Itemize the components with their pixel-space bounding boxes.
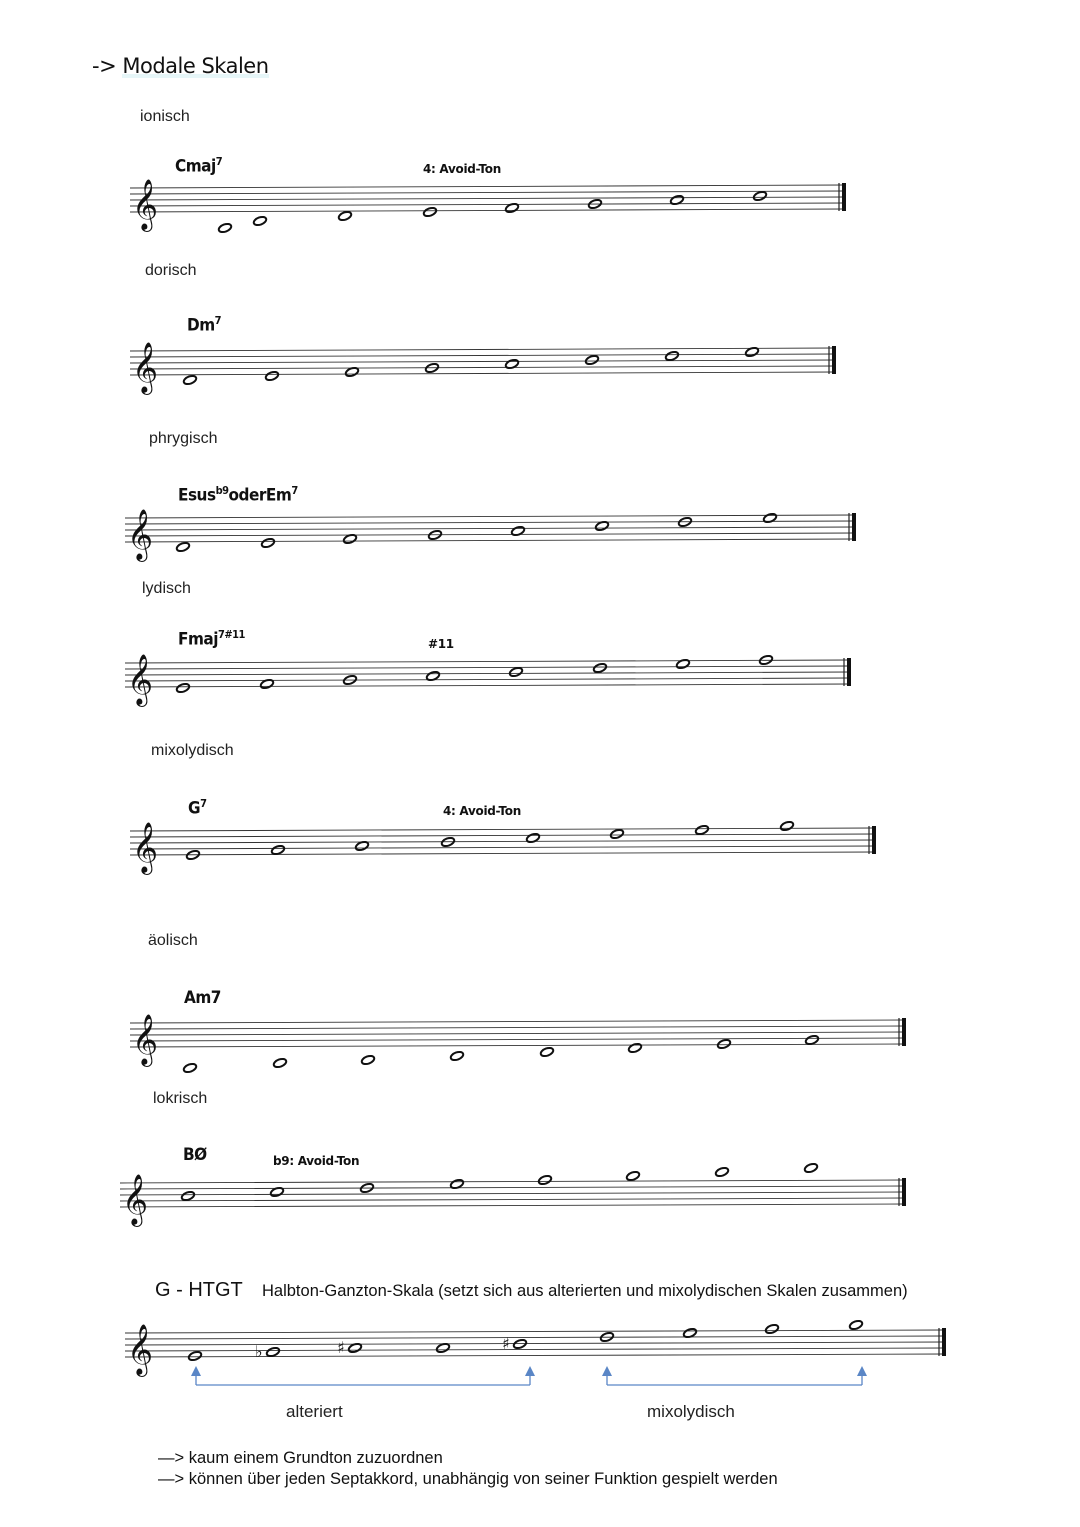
- chord-symbol-dorisch: Dm$^7$: [187, 314, 222, 336]
- mode-label-dorisch: dorisch: [145, 262, 197, 279]
- htgt-description: Halbton-Ganzton-Skala (setzt sich aus alterierten und mixolydischen Skalen zusammen): [262, 1282, 908, 1300]
- chord-symbol-aeolisch: Am7: [184, 988, 221, 1008]
- treble-clef-icon: 𝄞: [132, 179, 159, 230]
- mode-label-ionisch: ionisch: [140, 108, 190, 125]
- bracket-mixolydisch: [607, 1375, 862, 1385]
- flat-icon: ♭: [255, 1342, 263, 1361]
- annotation-lokrisch: b9: Avoid-Ton: [273, 1154, 360, 1168]
- heading-arrow: ->: [92, 54, 117, 78]
- treble-clef-icon: 𝄞: [132, 342, 159, 393]
- treble-clef-icon: 𝄞: [127, 509, 154, 560]
- arrow-up-icon: [602, 1366, 612, 1376]
- sharp-icon: ♯: [337, 1338, 345, 1357]
- htgt-title: G - HTGT: [155, 1279, 243, 1301]
- chord-symbol-mixolydisch: $G^7$: [188, 797, 207, 819]
- treble-clef-icon: 𝄞: [127, 654, 154, 705]
- mode-label-aeolisch: äolisch: [148, 932, 198, 949]
- arrow-up-icon: [525, 1366, 535, 1376]
- chord-symbol-ionisch: Cmaj$^7$: [175, 155, 223, 177]
- treble-clef-icon: 𝄞: [132, 822, 159, 873]
- chord-symbol-lokrisch: BØ: [183, 1145, 207, 1165]
- chord-symbol-phrygisch: Esus$^{b9}$oderEm$^7$: [178, 484, 298, 506]
- bracket-label-alteriert: alteriert: [286, 1402, 343, 1421]
- sharp-icon: ♯: [502, 1334, 510, 1353]
- note-line-2: —> können über jeden Septakkord, unabhängig von seiner Funktion gespielt werden: [158, 1470, 778, 1488]
- annotation-lydisch: #11: [428, 637, 454, 651]
- annotation-ionisch: 4: Avoid-Ton: [423, 162, 501, 176]
- mode-label-lydisch: lydisch: [142, 580, 191, 597]
- mode-label-lokrisch: lokrisch: [153, 1090, 208, 1107]
- arrow-up-icon: [857, 1366, 867, 1376]
- mode-label-mixolydisch: mixolydisch: [151, 742, 234, 759]
- heading-title: Modale Skalen: [122, 54, 269, 78]
- treble-clef-icon: 𝄞: [132, 1014, 159, 1065]
- mode-label-phrygisch: phrygisch: [149, 430, 218, 447]
- annotation-mixolydisch: 4: Avoid-Ton: [443, 804, 521, 818]
- arrow-up-icon: [191, 1366, 201, 1376]
- bracket-alteriert: [196, 1375, 530, 1385]
- note-line-1: —> kaum einem Grundton zuzuordnen: [158, 1449, 443, 1467]
- bracket-label-mixolydisch: mixolydisch: [647, 1402, 735, 1421]
- treble-clef-icon: 𝄞: [122, 1174, 149, 1225]
- treble-clef-icon: 𝄞: [127, 1324, 154, 1375]
- chord-symbol-lydisch: Fmaj$^{7\#11}$: [178, 628, 245, 650]
- bracket-arrows: [191, 1366, 867, 1376]
